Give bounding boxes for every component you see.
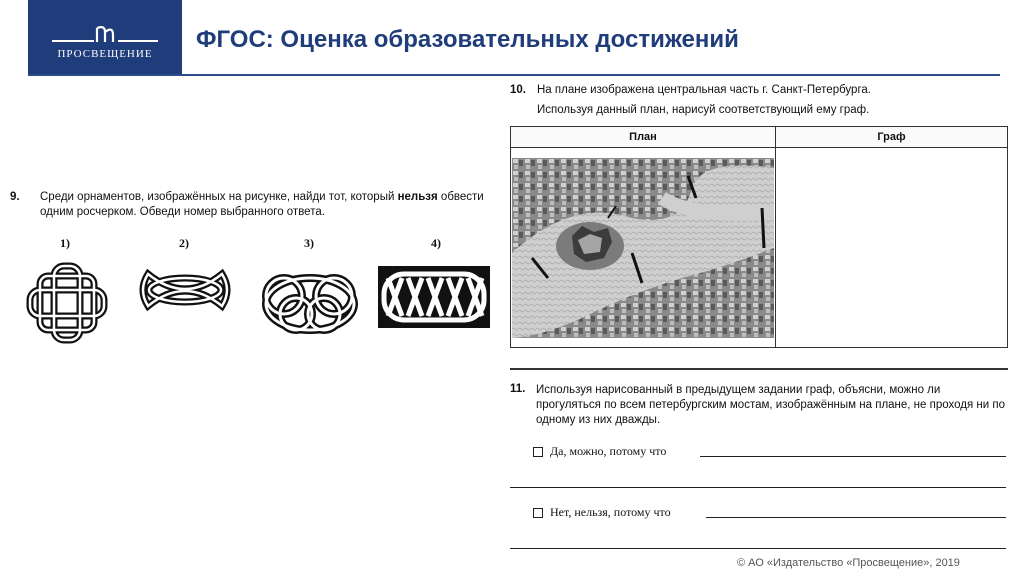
task-9-text-part1: Среди орнаментов, изображённых на рисунке, найди тот, который xyxy=(40,191,398,203)
city-map-image xyxy=(512,158,774,338)
answer-no-checkbox[interactable] xyxy=(533,508,543,518)
ornament-3-image xyxy=(258,266,362,340)
logo-text: ПРОСВЕЩЕНИЕ xyxy=(57,48,153,60)
task-9-text xyxy=(40,190,500,220)
answer-yes-line-2[interactable] xyxy=(510,487,1006,488)
ornament-2-image xyxy=(138,264,232,316)
option-label-4: 4) xyxy=(431,236,441,250)
copyright-footer: © АО «Издательство «Просвещение», 2019 xyxy=(737,557,960,569)
option-label-2: 2) xyxy=(179,236,189,250)
answer-no-label: Нет, нельзя, потому что xyxy=(550,505,671,519)
plan-column-header: План xyxy=(511,127,776,148)
task-9-text-part2: обвести одним росчерком. Обведи номер выбранного ответа. xyxy=(40,191,484,218)
logo-emblem-icon xyxy=(94,26,116,44)
logo-rule-right xyxy=(118,40,158,42)
header-divider xyxy=(28,74,1000,76)
task-11-number: 11. xyxy=(510,383,526,395)
option-label-3: 3) xyxy=(304,236,314,250)
option-label-1: 1) xyxy=(60,236,70,250)
logo-rule-left xyxy=(52,40,94,42)
answer-yes-label: Да, можно, потому что xyxy=(550,444,667,458)
page-title: ФГОС: Оценка образовательных достижений xyxy=(196,26,739,53)
section-divider xyxy=(510,368,1008,370)
publisher-logo xyxy=(28,0,182,74)
task-9-number: 9. xyxy=(10,191,20,203)
task-10-line-1: На плане изображена центральная часть г. Санкт-Петербурга. xyxy=(537,84,871,96)
ornament-4-image xyxy=(378,266,490,328)
task-11-text: Используя нарисованный в предыдущем задании граф, объясни, можно ли прогуляться по всем петербургским мостам, изображённым на плане, не проходя ни по одному из них дважды. xyxy=(536,384,1006,426)
task-10-number: 10. xyxy=(510,84,526,96)
answer-yes-checkbox[interactable] xyxy=(533,447,543,457)
plan-cell xyxy=(511,148,776,348)
task-9-text-bold: нельзя xyxy=(397,191,438,203)
task-10-line-2: Используя данный план, нарисуй соответствующий ему граф. xyxy=(537,104,870,116)
graph-column-header: Граф xyxy=(775,127,1007,148)
answer-no-line-2[interactable] xyxy=(510,548,1006,549)
answer-yes-line-1[interactable] xyxy=(700,456,1006,457)
ornament-1-image xyxy=(26,262,108,344)
graph-answer-cell[interactable] xyxy=(775,148,1007,348)
plan-graph-table xyxy=(510,126,1008,348)
answer-no-line-1[interactable] xyxy=(706,517,1006,518)
